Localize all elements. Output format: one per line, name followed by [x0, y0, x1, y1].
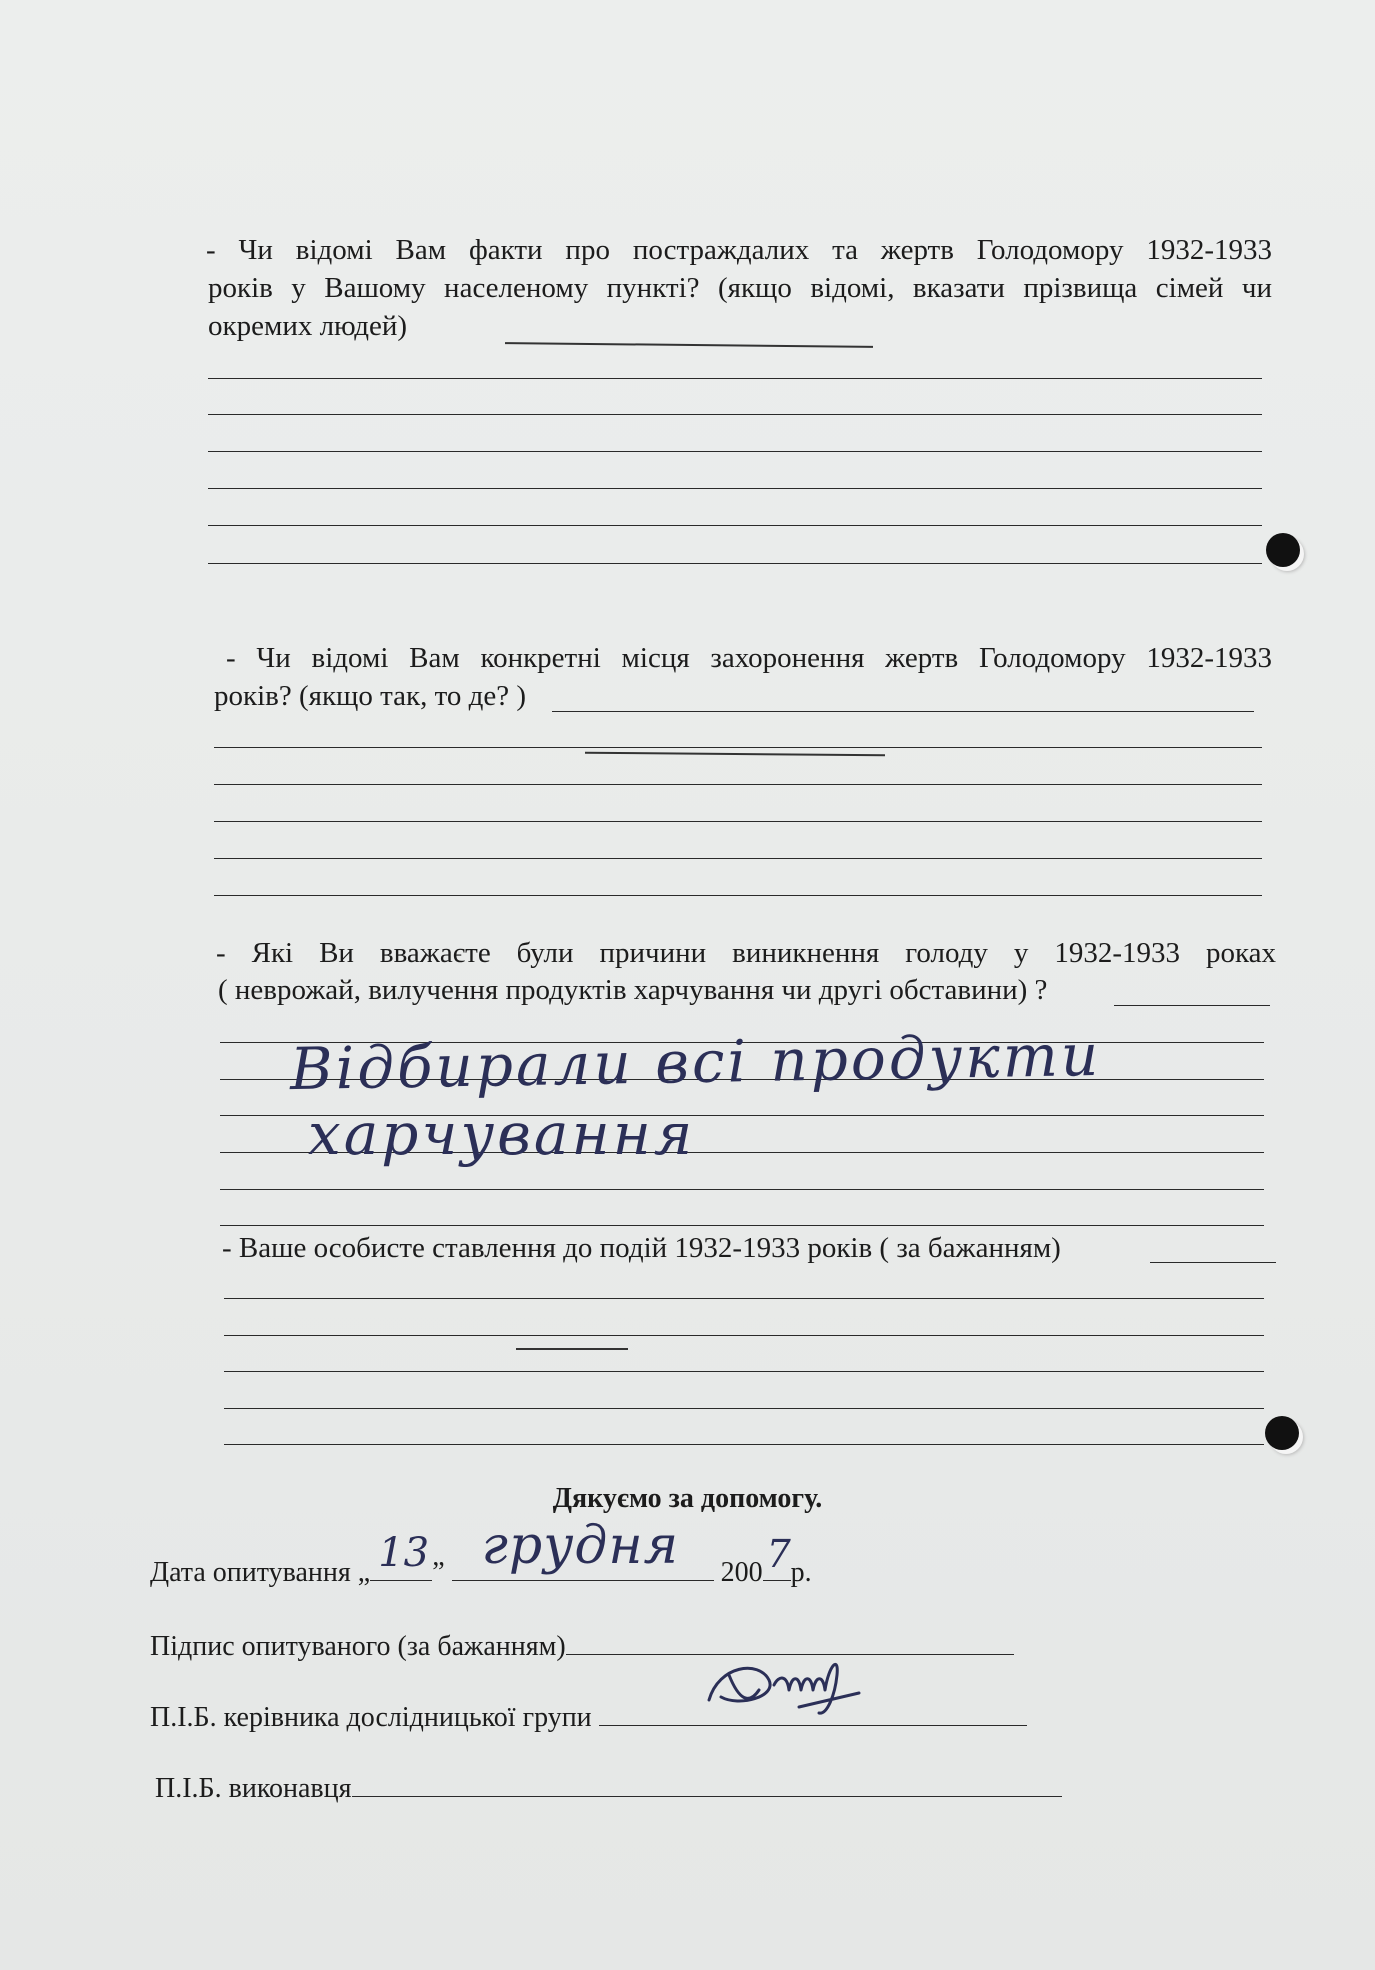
- handwritten-month: грудня: [481, 1516, 680, 1576]
- performer-line[interactable]: [352, 1768, 1062, 1797]
- thanks-note: Дякуємо за допомогу.: [552, 1483, 823, 1514]
- answer-line[interactable]: [214, 747, 1262, 748]
- punch-hole: [1266, 533, 1300, 567]
- answer-line[interactable]: [208, 414, 1262, 415]
- respondent-signature-label: Підпис опитуваного (за бажанням): [150, 1631, 566, 1662]
- answer-line[interactable]: [1114, 1005, 1270, 1006]
- punch-hole: [1265, 1416, 1299, 1450]
- quote-open: „: [357, 1557, 371, 1588]
- answer-line[interactable]: [208, 488, 1262, 489]
- answer-line[interactable]: [224, 1298, 1264, 1299]
- answer-line[interactable]: [220, 1189, 1264, 1190]
- answer-line[interactable]: [224, 1444, 1264, 1445]
- performer-field: [155, 1768, 1062, 1805]
- date-day-field[interactable]: [370, 1530, 432, 1581]
- performer-label: П.І.Б. виконавця: [155, 1773, 352, 1804]
- question-1-line-1: - Чи відомі Вам факти про постраждалих та жертв Голодомору 1932-1933: [206, 234, 1272, 266]
- answer-line[interactable]: [208, 378, 1262, 379]
- year-prefix: 200: [720, 1557, 763, 1588]
- question-1-line-3: окремих людей): [208, 310, 408, 342]
- handwritten-signature: [699, 1645, 899, 1725]
- answer-line[interactable]: [208, 525, 1262, 526]
- handwritten-answer-line-1: Відбирали всі продукти: [289, 1020, 1102, 1104]
- answer-line[interactable]: [224, 1335, 1264, 1336]
- research-head-label: П.І.Б. керівника дослідницької групи: [150, 1702, 592, 1733]
- research-head-field: [150, 1697, 1027, 1734]
- quote-close: ”: [432, 1557, 445, 1588]
- survey-date-label: Дата опитування: [150, 1557, 351, 1588]
- date-year-field[interactable]: [763, 1532, 791, 1581]
- survey-date-field: [150, 1516, 812, 1589]
- answer-line[interactable]: [214, 895, 1262, 896]
- question-4-line-1: - Ваше особисте ставлення до подій 1932-1933 років ( за бажанням): [222, 1232, 1061, 1264]
- question-2-line-2: років? (якщо так, то де? ): [214, 680, 527, 712]
- answer-line[interactable]: [224, 1408, 1264, 1409]
- pen-stroke: [505, 342, 873, 348]
- answer-line[interactable]: [220, 1225, 1264, 1226]
- handwritten-answer-line-2: харчування: [308, 1100, 696, 1168]
- pen-stroke: [516, 1348, 628, 1350]
- research-head-signature-line[interactable]: [599, 1697, 1027, 1726]
- answer-line[interactable]: [214, 821, 1262, 822]
- answer-line[interactable]: [208, 451, 1262, 452]
- pen-stroke: [585, 752, 885, 757]
- answer-line[interactable]: [208, 563, 1262, 564]
- answer-line[interactable]: [214, 784, 1262, 785]
- answer-line[interactable]: [552, 711, 1254, 712]
- question-3-line-2: ( неврожай, вилучення продуктів харчування чи другі обставини) ?: [218, 974, 1048, 1006]
- question-1-line-2: років у Вашому населеному пункті? (якщо відомі, вказати прізвища сімей чи: [208, 272, 1272, 304]
- answer-line[interactable]: [1150, 1262, 1276, 1263]
- year-suffix: р.: [790, 1557, 812, 1588]
- question-3-line-1: - Які Ви вважаєте були причини виникнення голоду у 1932-1933 роках: [216, 937, 1276, 969]
- question-2-line-1: - Чи відомі Вам конкретні місця захоронення жертв Голодомору 1932-1933: [226, 642, 1272, 674]
- answer-line[interactable]: [224, 1371, 1264, 1372]
- date-month-field[interactable]: [452, 1516, 714, 1581]
- answer-line[interactable]: [214, 858, 1262, 859]
- handwritten-year-digit: 7: [766, 1532, 791, 1576]
- handwritten-day: 13: [378, 1530, 430, 1576]
